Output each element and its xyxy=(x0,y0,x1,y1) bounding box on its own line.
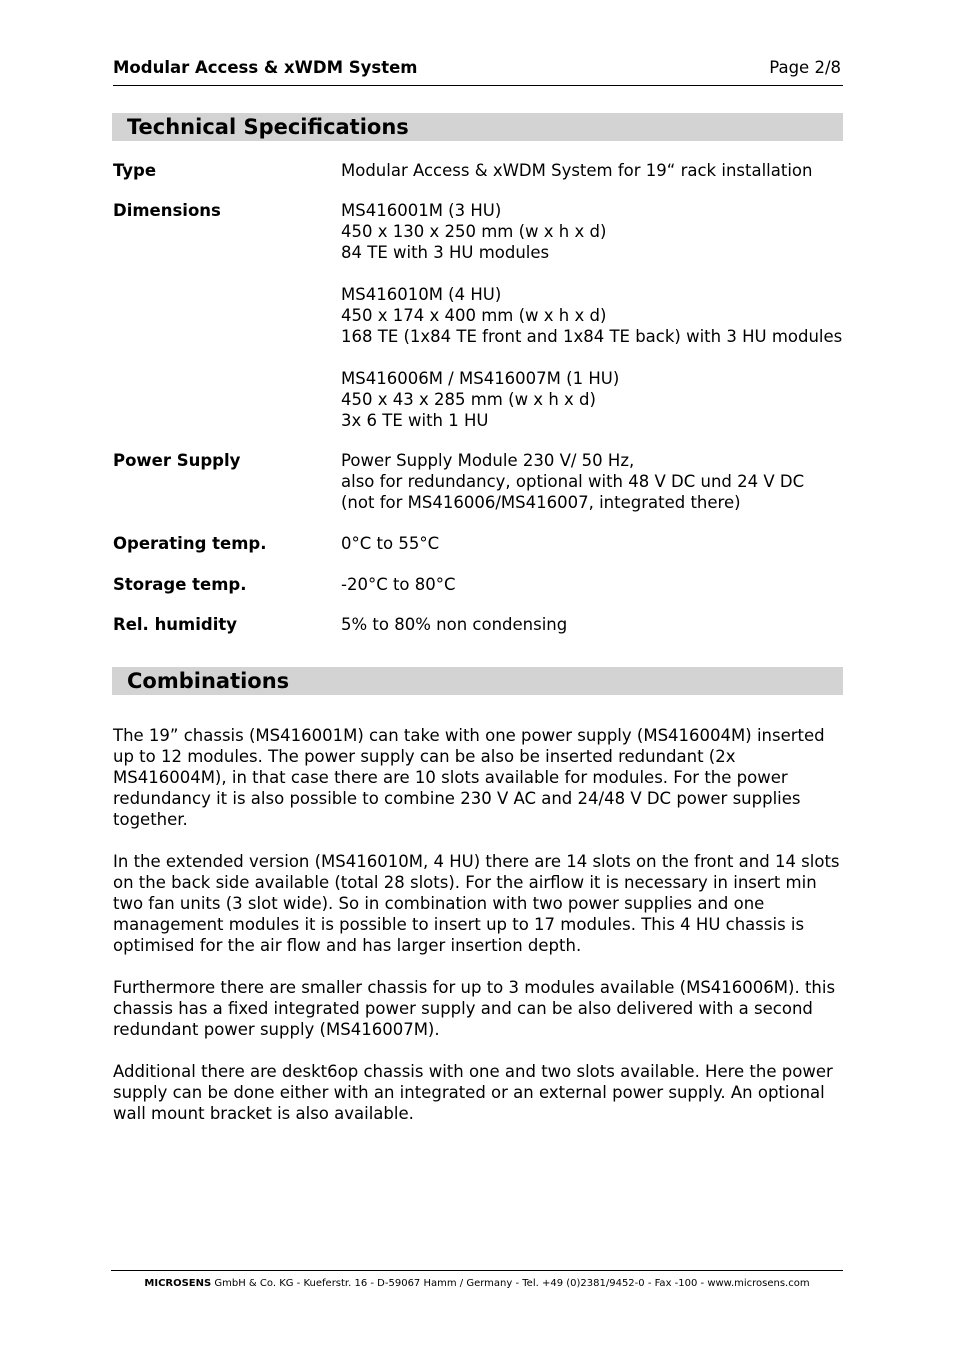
document-title: Modular Access & xWDM System xyxy=(113,58,418,77)
spec-line: Modular Access & xWDM System for 19“ rack installation xyxy=(341,161,813,180)
spec-value xyxy=(341,450,804,513)
section-combinations xyxy=(112,667,843,695)
spec-label: Storage temp. xyxy=(113,575,247,594)
text-line: optimised for the air flow and has larger insertion depth. xyxy=(113,936,582,955)
page-header xyxy=(113,58,843,86)
spec-line: MS416010M (4 HU) xyxy=(341,285,502,304)
spec-value xyxy=(341,160,812,181)
spec-line: 450 x 130 x 250 mm (w x h x d) xyxy=(341,222,607,241)
text-line: redundant power supply (MS416007M). xyxy=(113,1020,440,1039)
section-heading: Technical Specifications xyxy=(127,115,409,139)
text-line: The 19” chassis (MS416001M) can take with one power supply (MS416004M) inserted xyxy=(113,726,825,745)
text-line: wall mount bracket is also available. xyxy=(113,1104,414,1123)
spec-line: (not for MS416006/MS416007, integrated there) xyxy=(341,493,741,512)
footer-address: GmbH & Co. KG - Kueferstr. 16 - D-59067 Hamm / Germany - Tel. +49 (0)2381/9452-0 - Fax -100 - www.microsens.com xyxy=(211,1278,810,1289)
spec-label: Power Supply xyxy=(113,451,241,470)
spec-line: 84 TE with 3 HU modules xyxy=(341,243,550,262)
text-line: redundancy it is also possible to combine 230 V AC and 24/48 V DC power supplies xyxy=(113,789,801,808)
spec-line: also for redundancy, optional with 48 V DC und 24 V DC xyxy=(341,472,805,491)
spec-line: MS416006M / MS416007M (1 HU) xyxy=(341,369,620,388)
spec-line: 0°C to 55°C xyxy=(341,534,440,553)
text-line: two fan units (3 slot wide). So in combination with two power supplies and one xyxy=(113,894,765,913)
footer-divider xyxy=(111,1270,843,1271)
spec-line: 5% to 80% non condensing xyxy=(341,615,568,634)
spec-line: Power Supply Module 230 V/ 50 Hz, xyxy=(341,451,635,470)
spec-value xyxy=(341,614,567,635)
spec-value xyxy=(341,200,842,431)
page-number: Page 2/8 xyxy=(769,58,841,77)
spec-label: Dimensions xyxy=(113,201,221,220)
spec-line: 3x 6 TE with 1 HU xyxy=(341,411,489,430)
text-line: MS416004M), in that case there are 10 slots available for modules. For the power xyxy=(113,768,788,787)
spec-line: -20°C to 80°C xyxy=(341,575,456,594)
spec-line: MS416001M (3 HU) xyxy=(341,201,502,220)
spec-line: 450 x 43 x 285 mm (w x h x d) xyxy=(341,390,596,409)
text-line: Additional there are deskt6op chassis with one and two slots available. Here the power xyxy=(113,1062,833,1081)
spec-line: 450 x 174 x 400 mm (w x h x d) xyxy=(341,306,607,325)
paragraph-desktop-chassis xyxy=(113,1061,843,1124)
text-line: supply can be done either with an integrated or an external power supply. An optional xyxy=(113,1083,825,1102)
text-line: Furthermore there are smaller chassis for up to 3 modules available (MS416006M). this xyxy=(113,978,836,997)
spec-label: Type xyxy=(113,161,157,180)
text-line: up to 12 modules. The power supply can be also be inserted redundant (2x xyxy=(113,747,736,766)
paragraph-extended-version xyxy=(113,851,843,956)
footer-brand: MICROSENS xyxy=(144,1278,212,1289)
paragraph-chassis-3hu xyxy=(113,725,843,830)
spec-value xyxy=(341,574,456,595)
text-line: In the extended version (MS416010M, 4 HU) there are 14 slots on the front and 14 slots xyxy=(113,852,840,871)
text-line: on the back side available (total 28 slots). For the airflow it is necessary in insert min xyxy=(113,873,817,892)
section-heading: Combinations xyxy=(127,669,290,693)
text-line: chassis has a fixed integrated power supply and can be also delivered with a second xyxy=(113,999,813,1018)
text-line: together. xyxy=(113,810,188,829)
spec-label: Operating temp. xyxy=(113,534,267,553)
text-line: management modules it is possible to insert up to 17 modules. This 4 HU chassis is xyxy=(113,915,805,934)
spec-label: Rel. humidity xyxy=(113,615,238,634)
spec-line: 168 TE (1x84 TE front and 1x84 TE back) with 3 HU modules xyxy=(341,327,843,346)
page-footer xyxy=(0,1278,954,1289)
paragraph-smaller-chassis xyxy=(113,977,843,1040)
section-technical-specifications xyxy=(112,113,843,141)
spec-value xyxy=(341,533,439,554)
